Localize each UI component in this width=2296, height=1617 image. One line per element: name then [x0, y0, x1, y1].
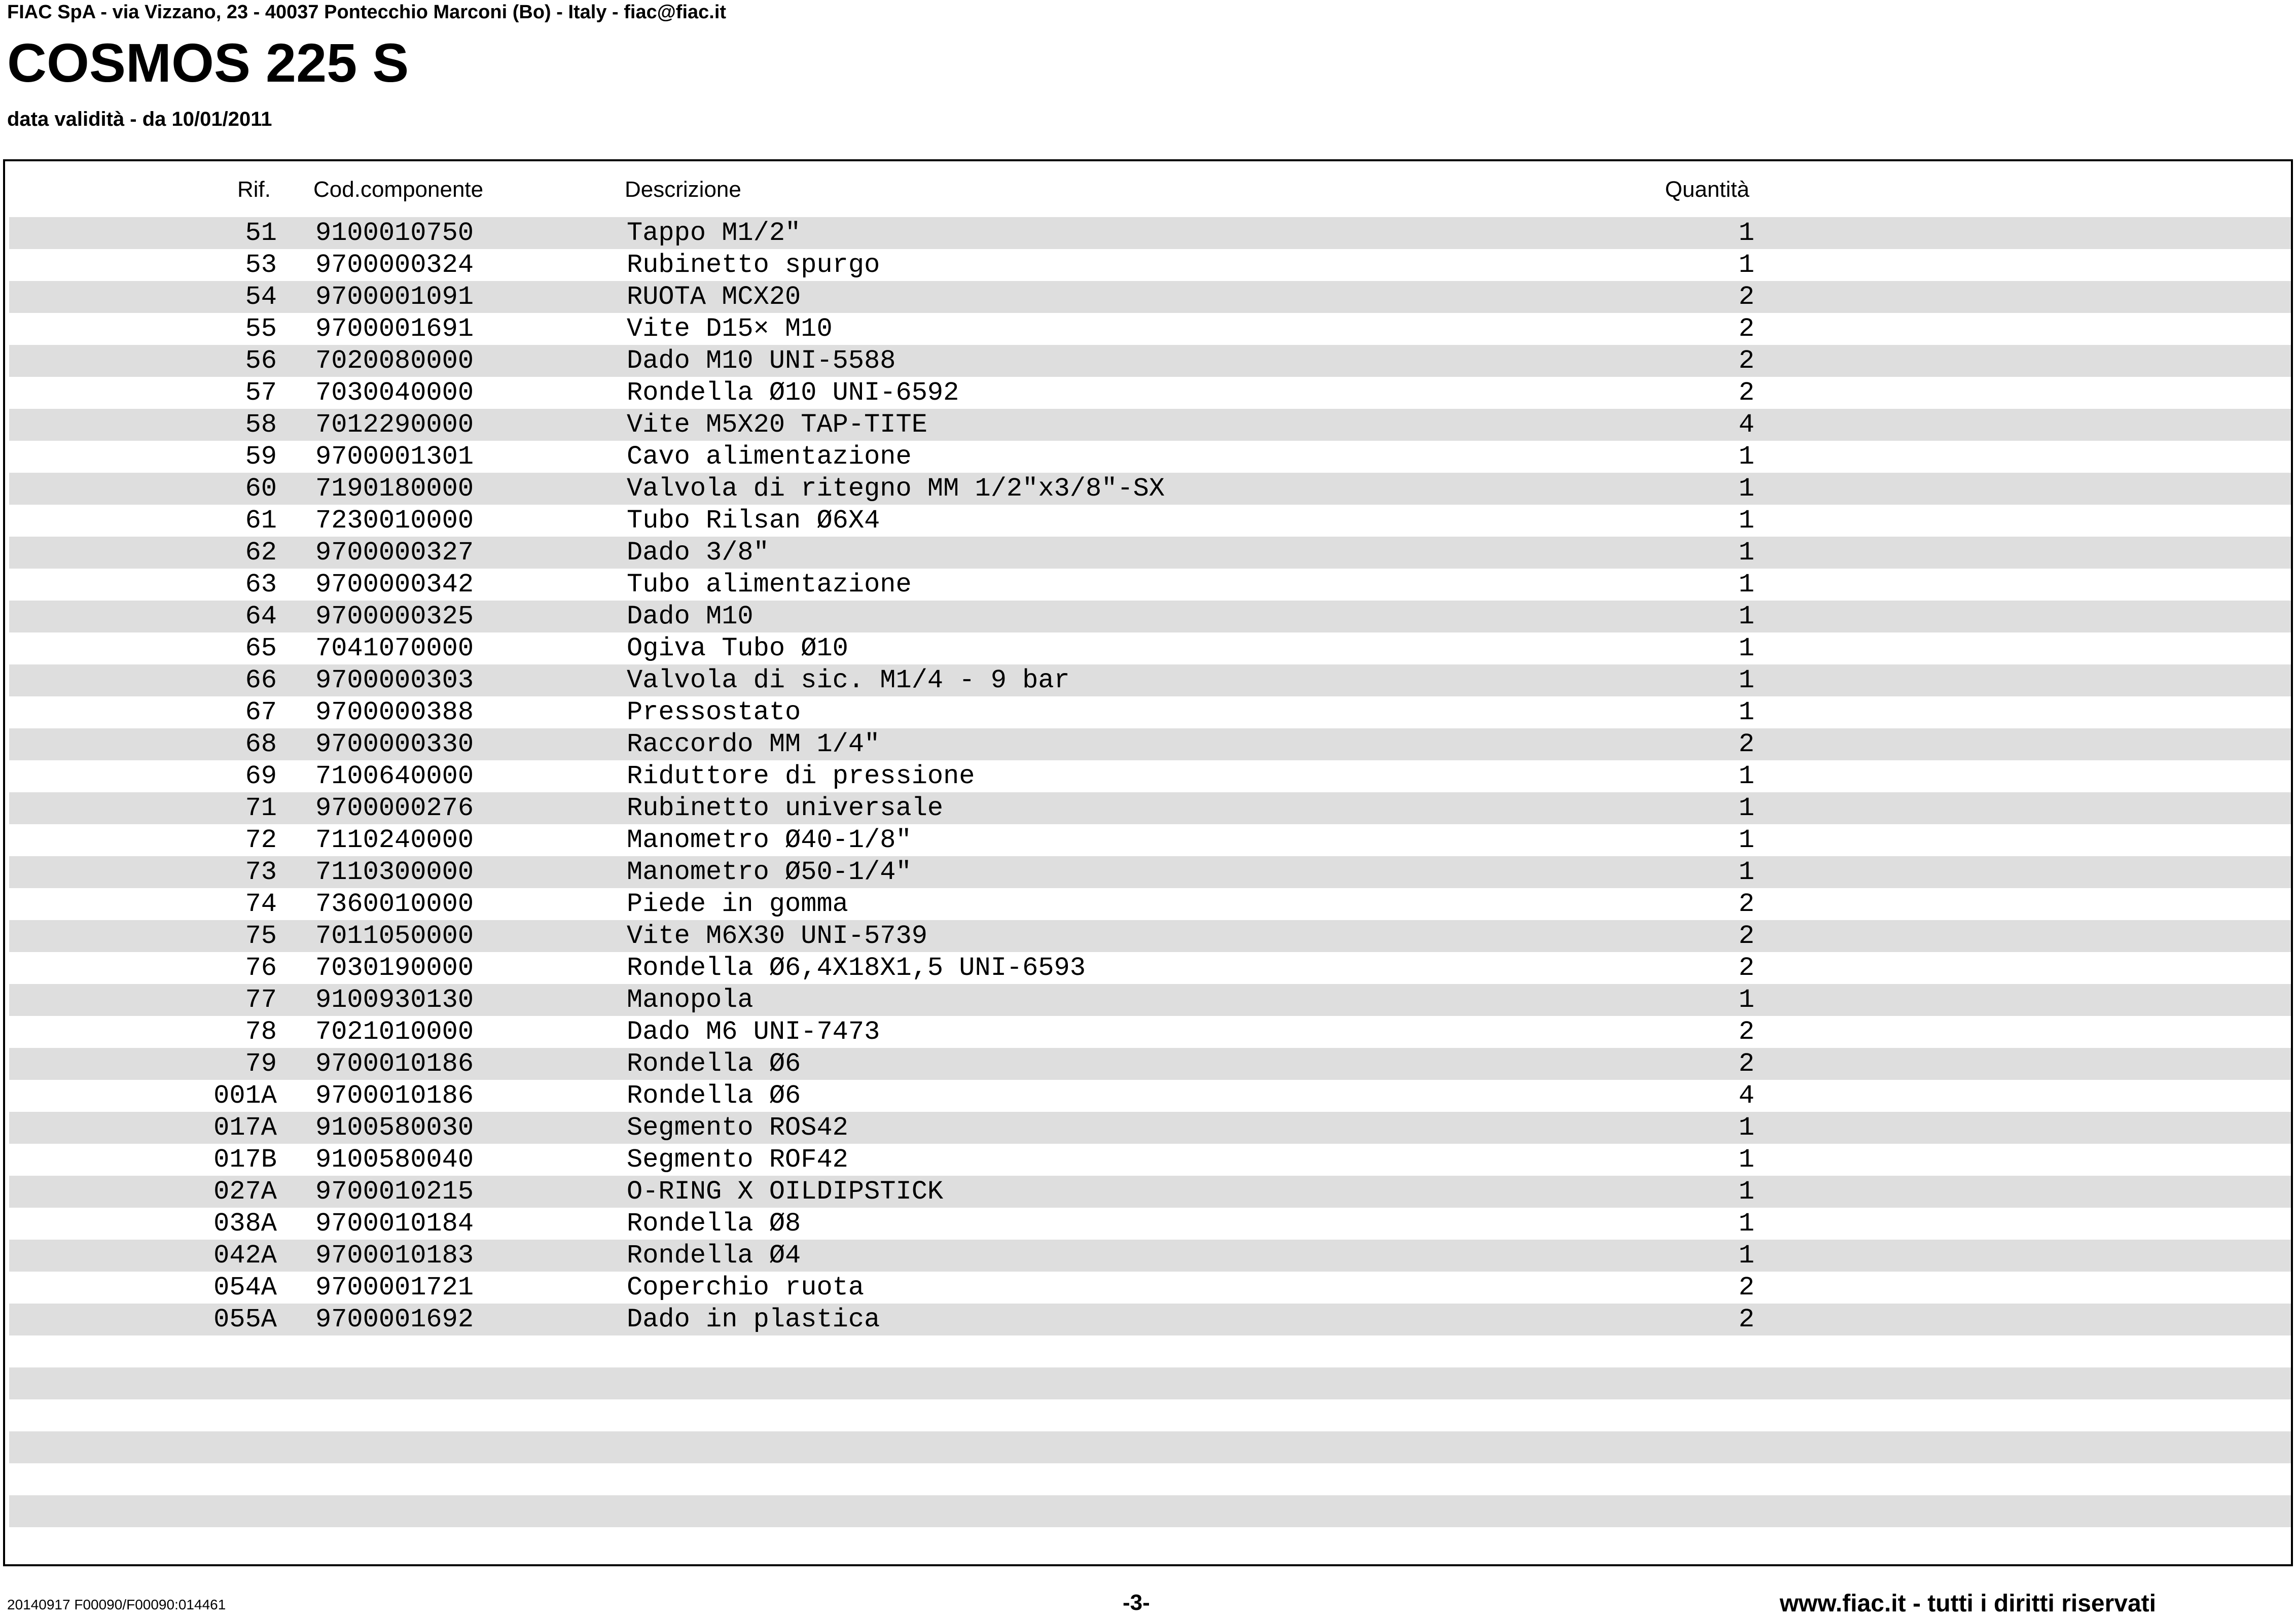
- cell-rif: 75: [245, 921, 277, 951]
- cell-cod: 9700000327: [315, 538, 474, 568]
- cell-qty: 1: [1738, 857, 1754, 887]
- table-row: [9, 569, 2291, 601]
- table-row: [9, 1112, 2291, 1144]
- cell-qty: 2: [1738, 378, 1754, 408]
- cell-cod: 7041070000: [315, 634, 474, 663]
- cell-qty: 1: [1738, 825, 1754, 855]
- cell-rif: 59: [245, 442, 277, 472]
- table-row: [9, 1240, 2291, 1272]
- cell-qty: 1: [1738, 602, 1754, 631]
- table-row: [9, 792, 2291, 824]
- cell-rif: 57: [245, 378, 277, 408]
- table-row: [9, 952, 2291, 984]
- table-row: [9, 760, 2291, 792]
- table-row: [9, 664, 2291, 696]
- cell-cod: 7100640000: [315, 761, 474, 791]
- parts-table: [3, 159, 2293, 1566]
- cell-desc: Vite M5X20 TAP-TITE: [627, 410, 927, 440]
- cell-rif: 73: [245, 857, 277, 887]
- table-row: [9, 217, 2291, 249]
- column-header-qty: Quantità: [1665, 177, 1749, 202]
- table-row: [9, 856, 2291, 888]
- cell-rif: 027A: [213, 1177, 277, 1207]
- cell-desc: Cavo alimentazione: [627, 442, 912, 472]
- table-body: [9, 217, 2291, 1559]
- cell-cod: 9700001091: [315, 282, 474, 312]
- cell-rif: 60: [245, 474, 277, 504]
- cell-desc: Valvola di sic. M1/4 - 9 bar: [627, 665, 1070, 695]
- cell-rif: 67: [245, 697, 277, 727]
- cell-rif: 055A: [213, 1305, 277, 1334]
- table-row: [9, 1335, 2291, 1367]
- cell-cod: 9700000276: [315, 793, 474, 823]
- cell-desc: Dado 3/8": [627, 538, 769, 568]
- cell-cod: 7360010000: [315, 889, 474, 919]
- cell-cod: 9700000325: [315, 602, 474, 631]
- table-row: [9, 1367, 2291, 1399]
- cell-rif: 78: [245, 1017, 277, 1047]
- cell-rif: 017B: [213, 1145, 277, 1175]
- cell-cod: 7030190000: [315, 953, 474, 983]
- cell-desc: Rondella Ø6: [627, 1081, 801, 1111]
- cell-cod: 9700001691: [315, 314, 474, 344]
- page-title: COSMOS 225 S: [7, 32, 409, 93]
- cell-cod: 9100580030: [315, 1113, 474, 1143]
- cell-desc: Rubinetto universale: [627, 793, 944, 823]
- cell-desc: Manopola: [627, 985, 754, 1015]
- table-row: [9, 281, 2291, 313]
- table-row: [9, 824, 2291, 856]
- cell-desc: Dado M6 UNI-7473: [627, 1017, 880, 1047]
- cell-desc: Manometro Ø50-1/4": [627, 857, 912, 887]
- cell-cod: 9700001301: [315, 442, 474, 472]
- cell-desc: O-RING X OILDIPSTICK: [627, 1177, 944, 1207]
- table-row: [9, 1048, 2291, 1080]
- cell-cod: 9100010750: [315, 218, 474, 248]
- table-row: [9, 1431, 2291, 1463]
- cell-qty: 2: [1738, 314, 1754, 344]
- cell-rif: 58: [245, 410, 277, 440]
- cell-desc: Segmento ROS42: [627, 1113, 848, 1143]
- table-row: [9, 728, 2291, 760]
- table-row: [9, 1304, 2291, 1335]
- cell-rif: 54: [245, 282, 277, 312]
- table-row: [9, 409, 2291, 441]
- table-row: [9, 1080, 2291, 1112]
- cell-rif: 017A: [213, 1113, 277, 1143]
- cell-rif: 69: [245, 761, 277, 791]
- cell-qty: 2: [1738, 346, 1754, 376]
- document-code: 20140917 F00090/F00090:014461: [7, 1597, 226, 1612]
- cell-rif: 63: [245, 570, 277, 600]
- website-footer: www.fiac.it - tutti i diritti riservati: [1779, 1590, 2156, 1617]
- cell-rif: 76: [245, 953, 277, 983]
- cell-qty: 2: [1738, 1273, 1754, 1303]
- cell-rif: 51: [245, 218, 277, 248]
- cell-qty: 1: [1738, 250, 1754, 280]
- cell-cod: 7190180000: [315, 474, 474, 504]
- table-row: [9, 377, 2291, 409]
- cell-rif: 74: [245, 889, 277, 919]
- cell-qty: 2: [1738, 729, 1754, 759]
- cell-qty: 1: [1738, 442, 1754, 472]
- cell-cod: 7020080000: [315, 346, 474, 376]
- cell-desc: Valvola di ritegno MM 1/2"x3/8"-SX: [627, 474, 1165, 504]
- cell-rif: 72: [245, 825, 277, 855]
- cell-cod: 9100580040: [315, 1145, 474, 1175]
- table-header: [5, 161, 2291, 218]
- cell-qty: 1: [1738, 218, 1754, 248]
- cell-desc: Ogiva Tubo Ø10: [627, 634, 848, 663]
- cell-qty: 1: [1738, 1241, 1754, 1271]
- cell-cod: 9100930130: [315, 985, 474, 1015]
- cell-desc: Tubo alimentazione: [627, 570, 912, 600]
- cell-qty: 2: [1738, 889, 1754, 919]
- table-row: [9, 1176, 2291, 1208]
- cell-qty: 1: [1738, 665, 1754, 695]
- table-row: [9, 473, 2291, 505]
- cell-qty: 2: [1738, 1305, 1754, 1334]
- cell-qty: 2: [1738, 921, 1754, 951]
- table-row: [9, 1399, 2291, 1431]
- cell-rif: 56: [245, 346, 277, 376]
- cell-cod: 9700000388: [315, 697, 474, 727]
- cell-rif: 64: [245, 602, 277, 631]
- table-row: [9, 601, 2291, 632]
- table-row: [9, 537, 2291, 569]
- validity-date: data validità - da 10/01/2011: [7, 108, 272, 130]
- column-header-cod: Cod.componente: [313, 177, 484, 202]
- cell-rif: 038A: [213, 1209, 277, 1239]
- cell-cod: 9700010215: [315, 1177, 474, 1207]
- cell-cod: 9700000324: [315, 250, 474, 280]
- cell-desc: Rondella Ø10 UNI-6592: [627, 378, 959, 408]
- cell-qty: 1: [1738, 1177, 1754, 1207]
- cell-rif: 77: [245, 985, 277, 1015]
- cell-desc: Tappo M1/2": [627, 218, 801, 248]
- cell-desc: Pressostato: [627, 697, 801, 727]
- cell-desc: Segmento ROF42: [627, 1145, 848, 1175]
- cell-rif: 68: [245, 729, 277, 759]
- cell-rif: 65: [245, 634, 277, 663]
- cell-rif: 61: [245, 506, 277, 536]
- table-row: [9, 249, 2291, 281]
- cell-cod: 9700000342: [315, 570, 474, 600]
- cell-desc: Rondella Ø6,4X18X1,5 UNI-6593: [627, 953, 1086, 983]
- cell-rif: 55: [245, 314, 277, 344]
- cell-desc: Rondella Ø4: [627, 1241, 801, 1271]
- cell-qty: 1: [1738, 1113, 1754, 1143]
- cell-desc: Coperchio ruota: [627, 1273, 865, 1303]
- cell-cod: 7230010000: [315, 506, 474, 536]
- cell-desc: Piede in gomma: [627, 889, 848, 919]
- cell-rif: 66: [245, 665, 277, 695]
- cell-qty: 1: [1738, 474, 1754, 504]
- company-address-line: FIAC SpA - via Vizzano, 23 - 40037 Pontecchio Marconi (Bo) - Italy - fiac@fiac.it: [7, 2, 727, 23]
- cell-desc: Rubinetto spurgo: [627, 250, 880, 280]
- table-row: [9, 1527, 2291, 1559]
- table-row: [9, 1495, 2291, 1527]
- table-row: [9, 313, 2291, 345]
- cell-rif: 79: [245, 1049, 277, 1079]
- table-row: [9, 1016, 2291, 1048]
- cell-qty: 2: [1738, 953, 1754, 983]
- cell-cod: 9700000330: [315, 729, 474, 759]
- table-row: [9, 632, 2291, 664]
- cell-qty: 1: [1738, 1209, 1754, 1239]
- page-number: -3-: [1123, 1590, 1150, 1615]
- cell-rif: 042A: [213, 1241, 277, 1271]
- cell-cod: 7110300000: [315, 857, 474, 887]
- table-row: [9, 441, 2291, 473]
- cell-cod: 7030040000: [315, 378, 474, 408]
- cell-qty: 1: [1738, 538, 1754, 568]
- cell-qty: 1: [1738, 1145, 1754, 1175]
- cell-qty: 1: [1738, 570, 1754, 600]
- table-row: [9, 1272, 2291, 1304]
- cell-desc: Dado M10: [627, 602, 754, 631]
- cell-qty: 2: [1738, 1049, 1754, 1079]
- cell-desc: RUOTA MCX20: [627, 282, 801, 312]
- cell-desc: Tubo Rilsan Ø6X4: [627, 506, 880, 536]
- cell-cod: 9700010184: [315, 1209, 474, 1239]
- cell-qty: 1: [1738, 761, 1754, 791]
- cell-qty: 4: [1738, 1081, 1754, 1111]
- cell-rif: 53: [245, 250, 277, 280]
- cell-desc: Vite D15× M10: [627, 314, 833, 344]
- cell-desc: Dado M10 UNI-5588: [627, 346, 896, 376]
- cell-desc: Manometro Ø40-1/8": [627, 825, 912, 855]
- cell-rif: 054A: [213, 1273, 277, 1303]
- cell-rif: 71: [245, 793, 277, 823]
- cell-desc: Riduttore di pressione: [627, 761, 975, 791]
- cell-qty: 2: [1738, 1017, 1754, 1047]
- cell-qty: 1: [1738, 634, 1754, 663]
- cell-desc: Vite M6X30 UNI-5739: [627, 921, 927, 951]
- cell-qty: 1: [1738, 793, 1754, 823]
- cell-cod: 9700010183: [315, 1241, 474, 1271]
- cell-qty: 1: [1738, 985, 1754, 1015]
- table-row: [9, 1463, 2291, 1495]
- cell-cod: 9700001721: [315, 1273, 474, 1303]
- cell-qty: 4: [1738, 410, 1754, 440]
- table-row: [9, 696, 2291, 728]
- cell-cod: 7021010000: [315, 1017, 474, 1047]
- table-row: [9, 345, 2291, 377]
- table-row: [9, 1208, 2291, 1240]
- table-row: [9, 984, 2291, 1016]
- cell-desc: Dado in plastica: [627, 1305, 880, 1334]
- cell-qty: 2: [1738, 282, 1754, 312]
- table-row: [9, 888, 2291, 920]
- table-row: [9, 1144, 2291, 1176]
- table-row: [9, 920, 2291, 952]
- cell-rif: 001A: [213, 1081, 277, 1111]
- cell-cod: 9700010186: [315, 1081, 474, 1111]
- cell-cod: 9700001692: [315, 1305, 474, 1334]
- cell-qty: 1: [1738, 697, 1754, 727]
- column-header-desc: Descrizione: [625, 177, 741, 202]
- cell-cod: 7012290000: [315, 410, 474, 440]
- cell-qty: 1: [1738, 506, 1754, 536]
- cell-cod: 9700010186: [315, 1049, 474, 1079]
- cell-cod: 7011050000: [315, 921, 474, 951]
- cell-desc: Raccordo MM 1/4": [627, 729, 880, 759]
- column-header-rif: Rif.: [237, 177, 271, 202]
- cell-cod: 9700000303: [315, 665, 474, 695]
- cell-cod: 7110240000: [315, 825, 474, 855]
- cell-desc: Rondella Ø8: [627, 1209, 801, 1239]
- table-row: [9, 505, 2291, 537]
- cell-desc: Rondella Ø6: [627, 1049, 801, 1079]
- cell-rif: 62: [245, 538, 277, 568]
